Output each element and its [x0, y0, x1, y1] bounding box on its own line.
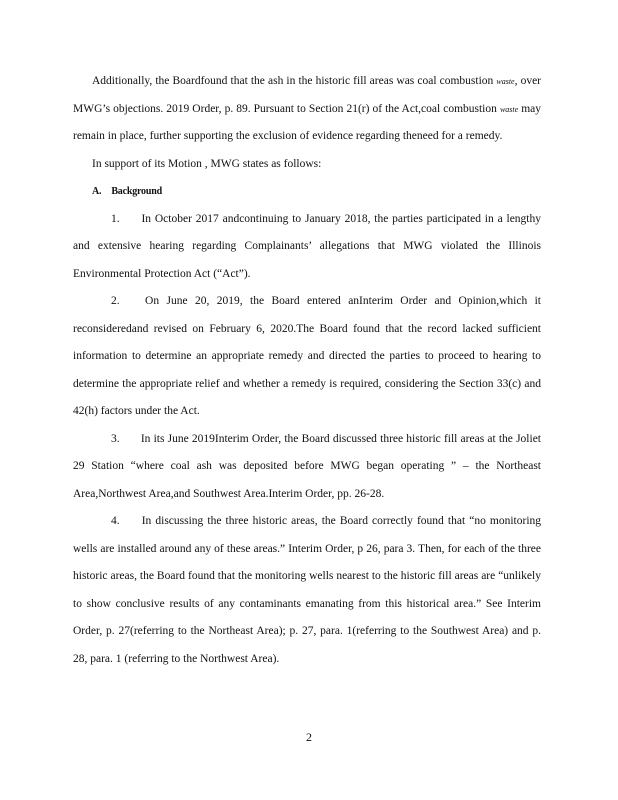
- section-title: Background: [111, 186, 162, 197]
- numbered-paragraph-4: [73, 508, 541, 673]
- paragraph-text: In its June 2019Interim Order, the Board discussed three historic fill areas at the Joliet 29 Station “where coal ash was deposited before MWG began operating ” – the Northeast Area,Northwest Area,and Southwest Area.Interim Order, pp. 26-28.: [73, 432, 541, 500]
- numbered-paragraph-2: [73, 288, 541, 426]
- paragraph-text: On June 20, 2019, the Board entered anInterim Order and Opinion,which it reconsideredand revised on February 6, 2020.The Board found that the record lacked sufficient information to determine an appropriate remedy and directed the parties to proceed to hearing to determine the appropriate relief and whether a remedy is required, considering the Section 33(c) and 42(h) factors under the Act.: [73, 295, 541, 417]
- paragraph-number: 1.: [111, 212, 120, 225]
- intro-paragraph: [73, 68, 541, 151]
- paragraph-number: 2.: [111, 295, 120, 307]
- paragraph-text: In discussing the three historic areas, the Board correctly found that “no monitoring wells are installed around any of these areas.” Interim Order, p 26, para 3. Then, for each of the three historic areas, the Board found that the monitoring wells nearest to the historic fill areas are “unlikely to show conclusive results of any contaminants emanating from this historical area.” See Interim Order, p. 27(referring to the Northeast Area); p. 27, para. 1(referring to the Southwest Area) and p. 28, para. 1 (referring to the Northwest Area).: [73, 515, 542, 665]
- section-letter: A.: [92, 186, 102, 197]
- paragraph-number: 3.: [111, 432, 120, 445]
- intro-text-part-2: , over MWG’s objections. 2019 Order, p. 89. Pursuant to Section 21(r) of the Act,coal combustion: [73, 75, 542, 115]
- motion-statement: In support of its Motion , MWG states as follows:: [92, 157, 322, 170]
- intro-text-part-3: may remain in place, further supporting the exclusion of evidence regarding theneed for a remedy.: [73, 102, 542, 142]
- intro-word-waste-2: waste: [499, 104, 519, 114]
- section-heading: [73, 178, 541, 206]
- numbered-paragraph-1: [73, 206, 541, 289]
- page-number: 2: [306, 730, 312, 744]
- document-body: [73, 68, 541, 673]
- intro-text-part-1: Additionally, the Boardfound that the ash in the historic fill areas was coal combustion: [92, 75, 494, 87]
- numbered-paragraph-3: [73, 426, 541, 509]
- intro-word-waste-1: waste: [496, 77, 515, 86]
- paragraph-text: In October 2017 andcontinuing to January 2018, the parties participated in a lengthy and extensive hearing regarding Complainants’ allegations that MWG violated the Illinois Environmental Protection Act (“Act”).: [73, 212, 541, 280]
- paragraph-number: 4.: [111, 515, 120, 527]
